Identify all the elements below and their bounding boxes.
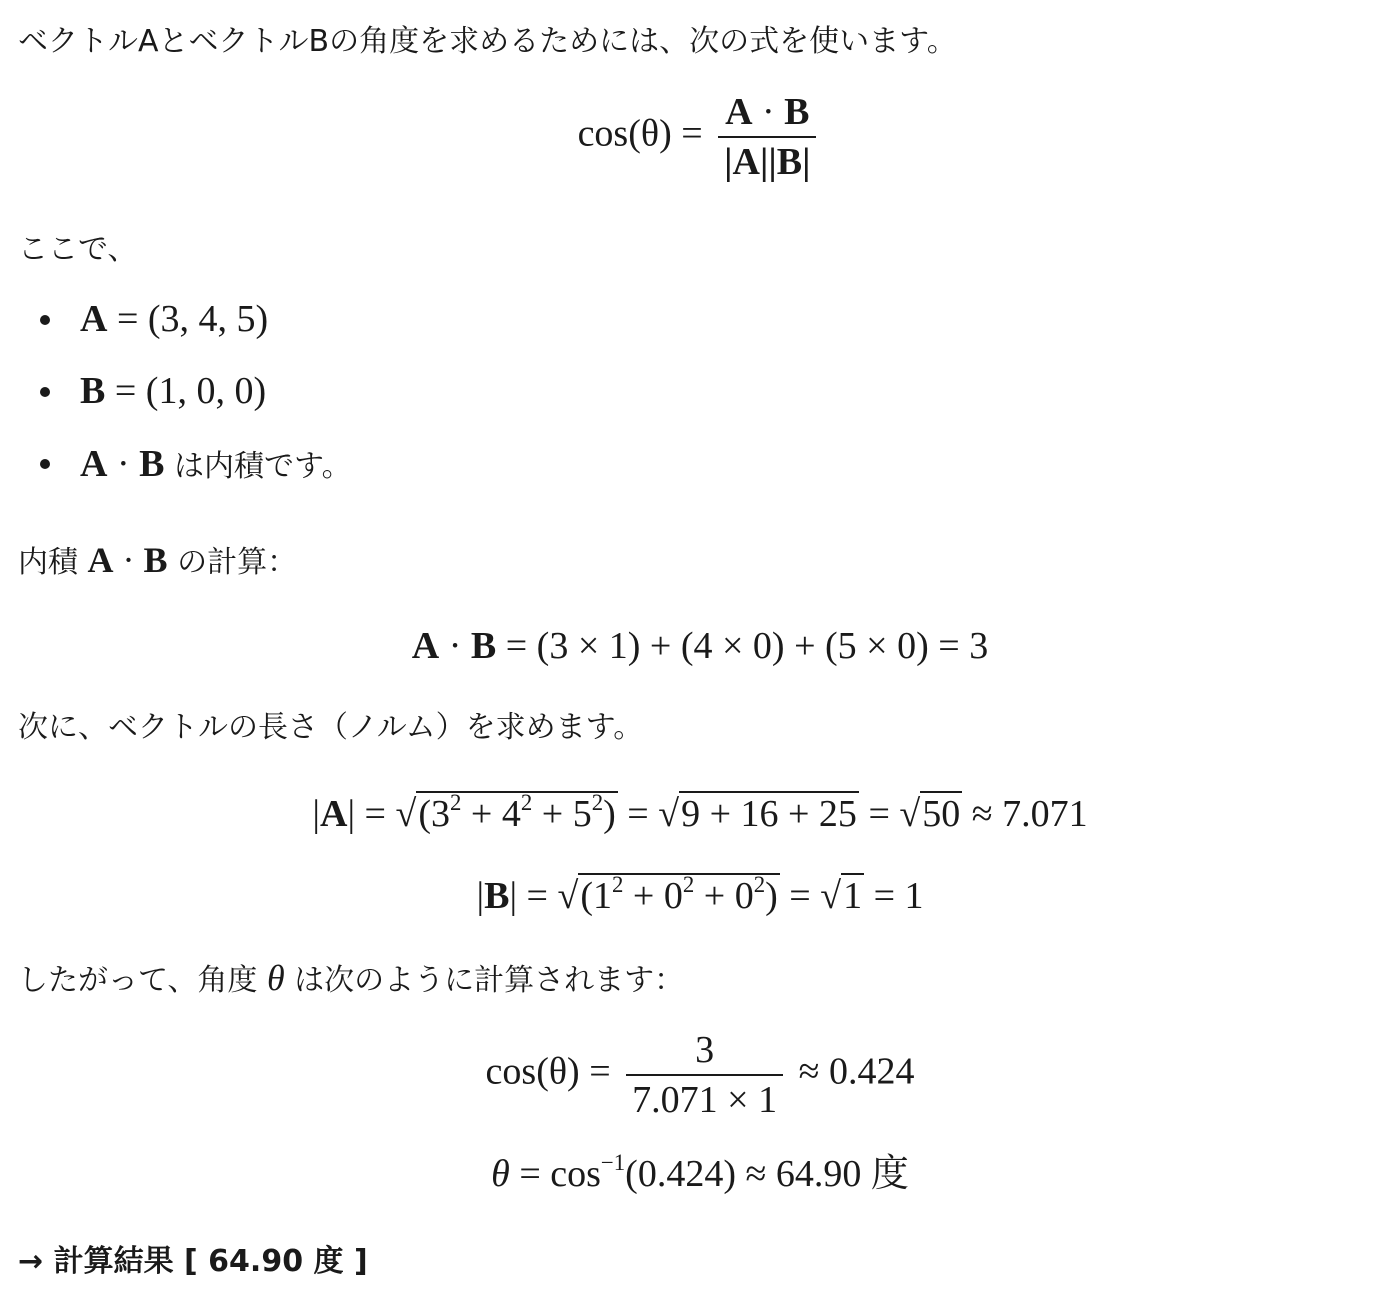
result-text: → 計算結果 [ 64.90 度 ] <box>18 1244 368 1279</box>
cos-formula <box>0 92 1400 182</box>
var-b: B <box>143 540 168 580</box>
dot-intro-post: の計算： <box>167 545 298 580</box>
bullet-icon <box>40 387 50 397</box>
dot-op: · <box>752 91 785 133</box>
sqrt-fifty: √50 <box>899 793 961 835</box>
term: + 0 <box>623 875 683 917</box>
norm-b-equation <box>0 872 1400 920</box>
dot-product-equation <box>0 622 1400 670</box>
dot-op: · <box>439 625 471 667</box>
exponent: 2 <box>450 790 462 816</box>
theta-symbol: θ <box>266 958 285 998</box>
arccos-label: = cos <box>509 1153 601 1195</box>
therefore-text <box>18 958 684 1001</box>
term: (3 <box>418 793 451 835</box>
intro-text: ベクトルAとベクトルBの角度を求めるためには、次の式を使います。 <box>18 24 957 59</box>
norm-a-equation <box>0 790 1400 838</box>
equals: = <box>779 875 821 917</box>
cos-value-equation <box>0 1030 1400 1120</box>
term: ) <box>603 793 616 835</box>
vector-b-value: = (1, 0, 0) <box>105 370 267 412</box>
vector-a-value: = (3, 4, 5) <box>107 298 269 340</box>
var-b: B <box>470 625 497 667</box>
dot-op: · <box>107 443 140 485</box>
equals: = <box>858 793 900 835</box>
cos-formula-denominator: |A||B| <box>724 141 811 183</box>
cos-value-lhs: cos(θ) = <box>485 1050 611 1093</box>
abs-close: | = <box>509 875 558 917</box>
var-b: B <box>484 875 510 917</box>
abs-close: | = <box>347 793 396 835</box>
abs-open: | <box>476 875 485 917</box>
cos-formula-lhs: cos(θ) = <box>577 112 703 155</box>
var-b: B <box>139 443 165 485</box>
var-b: B <box>80 370 106 412</box>
cos-value-denominator: 7.071 × 1 <box>632 1079 778 1121</box>
var-a: A <box>725 91 753 133</box>
bullet-icon <box>40 459 50 469</box>
theta-value: (0.424) ≈ 64.90 <box>625 1153 871 1195</box>
var-a: A <box>80 443 108 485</box>
exponent: 2 <box>591 790 604 816</box>
radicand: 1 <box>843 875 863 917</box>
dot-intro-pre: 内積 <box>18 545 88 580</box>
norm-a-approx: ≈ 7.071 <box>962 793 1088 835</box>
koko-text: ここで、 <box>18 232 138 267</box>
dot-product-note: は内積です。 <box>164 449 352 484</box>
sqrt-squares: $√(1^2 + 0^2 + 0^2)$ <box>557 872 778 917</box>
therefore-post: は次のように計算されます： <box>284 963 685 998</box>
equals: = <box>617 793 659 835</box>
abs-open: | <box>312 793 320 835</box>
cos-value-numerator: 3 <box>626 1030 783 1076</box>
var-b: B <box>784 91 810 133</box>
sqrt-one: √1 <box>820 875 863 917</box>
dot-op: · <box>113 540 144 580</box>
sqrt-sum: √9 + 16 + 25 <box>658 793 857 835</box>
norm-b-result: = 1 <box>864 875 924 917</box>
radicand: 50 <box>922 793 961 835</box>
theta-equation <box>0 1150 1400 1198</box>
var-a: A <box>411 625 440 667</box>
term: + 0 <box>694 875 754 917</box>
radicand: 9 + 16 + 25 <box>681 793 857 835</box>
bullet-icon <box>40 315 50 325</box>
norm-intro: 次に、ベクトルの長さ（ノルム）を求めます。 <box>18 710 644 745</box>
degree-unit: 度 <box>870 1153 909 1195</box>
cos-value-approx: ≈ 0.424 <box>798 1050 915 1093</box>
var-a: A <box>87 540 114 580</box>
dot-product-expansion: = (3 × 1) + (4 × 0) + (5 × 0) = 3 <box>496 625 989 667</box>
exponent: 2 <box>682 872 695 898</box>
exponent: 2 <box>753 872 766 898</box>
dot-product-intro <box>18 540 297 583</box>
exponent: 2 <box>520 790 533 816</box>
var-a: A <box>80 298 108 340</box>
exponent: 2 <box>612 872 624 898</box>
sqrt-squares: $√(3^2 + 4^2 + 5^2)$ <box>395 790 616 835</box>
inverse-exponent: −1 <box>600 1150 626 1176</box>
cos-formula-fraction <box>718 92 816 182</box>
theta-symbol: θ <box>491 1153 510 1195</box>
term: + 4 <box>461 793 521 835</box>
var-a: A <box>320 793 348 835</box>
cos-formula-numerator <box>718 92 816 138</box>
term: (1 <box>580 875 613 917</box>
term: + 5 <box>532 793 592 835</box>
therefore-pre: したがって、角度 <box>18 963 267 998</box>
cos-value-fraction <box>626 1030 783 1120</box>
term: ) <box>765 875 778 917</box>
